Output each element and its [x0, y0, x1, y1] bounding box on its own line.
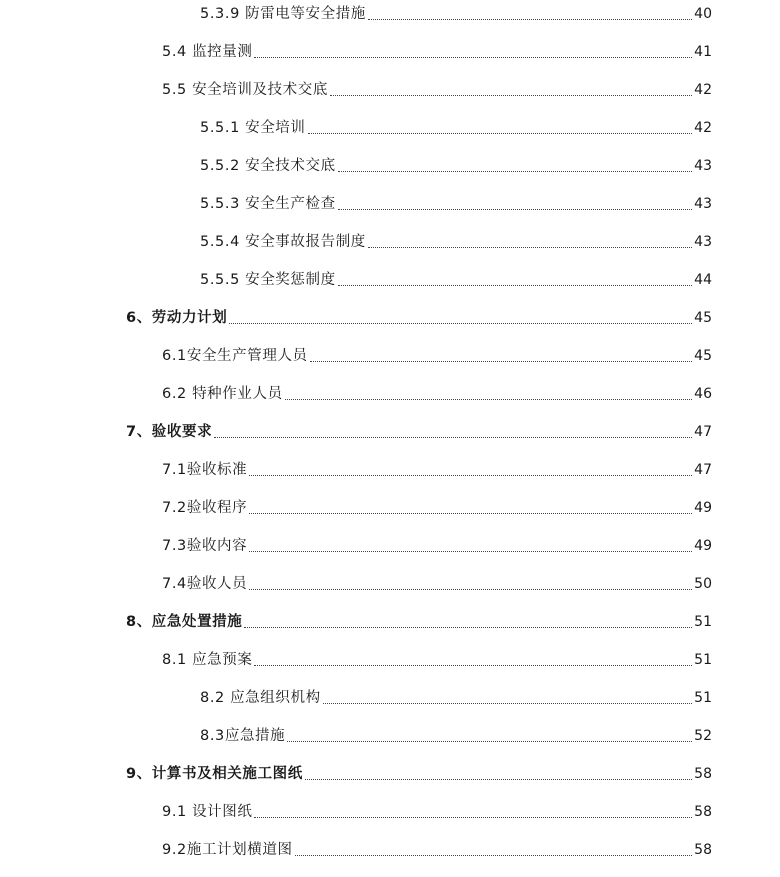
toc-entry-title: 6、劳动力计划 [126, 310, 228, 326]
toc-entry-title: 7.3验收内容 [162, 538, 248, 554]
toc-entry-9-1[interactable] [162, 801, 712, 823]
toc-leader-dots [338, 284, 692, 286]
toc-entry-title: 5.5.4 安全事故报告制度 [200, 234, 366, 250]
toc-entry-5-5-5[interactable] [200, 269, 712, 291]
toc-leader-dots [254, 816, 692, 818]
toc-entry-5-3-9[interactable] [200, 3, 712, 25]
toc-entry-page: 44 [694, 272, 712, 288]
toc-entry-7-4[interactable] [162, 573, 712, 595]
toc-entry-page: 58 [694, 766, 712, 782]
toc-entry-5-5-1[interactable] [200, 117, 712, 139]
toc-leader-dots [323, 702, 692, 704]
toc-entry-6[interactable] [126, 307, 712, 329]
toc-entry-page: 42 [694, 82, 712, 98]
toc-entry-7-2[interactable] [162, 497, 712, 519]
toc-entry-title: 7.4验收人员 [162, 576, 248, 592]
toc-entry-title: 5.3.9 防雷电等安全措施 [200, 6, 366, 22]
toc-entry-page: 43 [694, 196, 712, 212]
toc-entry-title: 5.4 监控量测 [162, 44, 253, 60]
toc-entry-page: 51 [694, 652, 712, 668]
toc-entry-5-5-4[interactable] [200, 231, 712, 253]
toc-entry-title: 8.3应急措施 [200, 728, 286, 744]
toc-entry-title: 7、验收要求 [126, 424, 213, 440]
toc-leader-dots [254, 56, 692, 58]
toc-entry-title: 5.5.1 安全培训 [200, 120, 306, 136]
toc-entry-7-1[interactable] [162, 459, 712, 481]
toc-leader-dots [287, 740, 692, 742]
toc-leader-dots [229, 322, 692, 324]
toc-entry-9[interactable] [126, 763, 712, 785]
toc-entry-title: 5.5 安全培训及技术交底 [162, 82, 328, 98]
toc-entry-title: 8.1 应急预案 [162, 652, 253, 668]
toc-leader-dots [305, 778, 692, 780]
toc-leader-dots [338, 208, 692, 210]
toc-entry-7-3[interactable] [162, 535, 712, 557]
toc-entry-title: 9.1 设计图纸 [162, 804, 253, 820]
toc-entry-page: 42 [694, 120, 712, 136]
toc-entry-page: 51 [694, 690, 712, 706]
toc-leader-dots [338, 170, 692, 172]
toc-leader-dots [310, 360, 692, 362]
toc-entry-8-1[interactable] [162, 649, 712, 671]
toc-entry-9-2[interactable] [162, 839, 712, 861]
toc-leader-dots [330, 94, 692, 96]
toc-entry-page: 50 [694, 576, 712, 592]
toc-leader-dots [249, 588, 692, 590]
toc-leader-dots [285, 398, 692, 400]
toc-entry-8-3[interactable] [200, 725, 712, 747]
toc-entry-page: 49 [694, 538, 712, 554]
toc-entry-page: 52 [694, 728, 712, 744]
toc-entry-5-5-3[interactable] [200, 193, 712, 215]
toc-entry-title: 7.2验收程序 [162, 500, 248, 516]
toc-entry-page: 41 [694, 44, 712, 60]
toc-leader-dots [249, 550, 692, 552]
toc-entry-title: 5.5.3 安全生产检查 [200, 196, 336, 212]
toc-leader-dots [368, 18, 692, 20]
toc-leader-dots [244, 626, 692, 628]
toc-entry-title: 8.2 应急组织机构 [200, 690, 321, 706]
toc-leader-dots [295, 854, 692, 856]
toc-entry-title: 6.1安全生产管理人员 [162, 348, 308, 364]
toc-entry-page: 46 [694, 386, 712, 402]
toc-leader-dots [308, 132, 692, 134]
toc-entry-title: 7.1验收标准 [162, 462, 248, 478]
toc-entry-page: 51 [694, 614, 712, 630]
toc-entry-page: 43 [694, 158, 712, 174]
toc-entry-title: 6.2 特种作业人员 [162, 386, 283, 402]
toc-entry-6-1[interactable] [162, 345, 712, 367]
toc-entry-title: 8、应急处置措施 [126, 614, 243, 630]
toc-entry-6-2[interactable] [162, 383, 712, 405]
toc-entry-title: 9、计算书及相关施工图纸 [126, 766, 303, 782]
toc-leader-dots [254, 664, 692, 666]
toc-leader-dots [249, 512, 692, 514]
toc-entry-title: 9.2施工计划横道图 [162, 842, 293, 858]
toc-entry-title: 5.5.5 安全奖惩制度 [200, 272, 336, 288]
toc-entry-page: 40 [694, 6, 712, 22]
toc-entry-8-2[interactable] [200, 687, 712, 709]
toc-entry-8[interactable] [126, 611, 712, 633]
toc-entry-page: 58 [694, 842, 712, 858]
toc-leader-dots [368, 246, 692, 248]
toc-entry-page: 45 [694, 348, 712, 364]
toc-entry-5-5[interactable] [162, 79, 712, 101]
toc-entry-page: 47 [694, 424, 712, 440]
toc-leader-dots [249, 474, 692, 476]
toc-entry-5-4[interactable] [162, 41, 712, 63]
toc-entry-title: 5.5.2 安全技术交底 [200, 158, 336, 174]
toc-entry-page: 58 [694, 804, 712, 820]
toc-leader-dots [214, 436, 692, 438]
toc-entry-page: 47 [694, 462, 712, 478]
toc-entry-page: 43 [694, 234, 712, 250]
toc-entry-5-5-2[interactable] [200, 155, 712, 177]
toc-entry-7[interactable] [126, 421, 712, 443]
toc-entry-page: 49 [694, 500, 712, 516]
toc-entry-page: 45 [694, 310, 712, 326]
